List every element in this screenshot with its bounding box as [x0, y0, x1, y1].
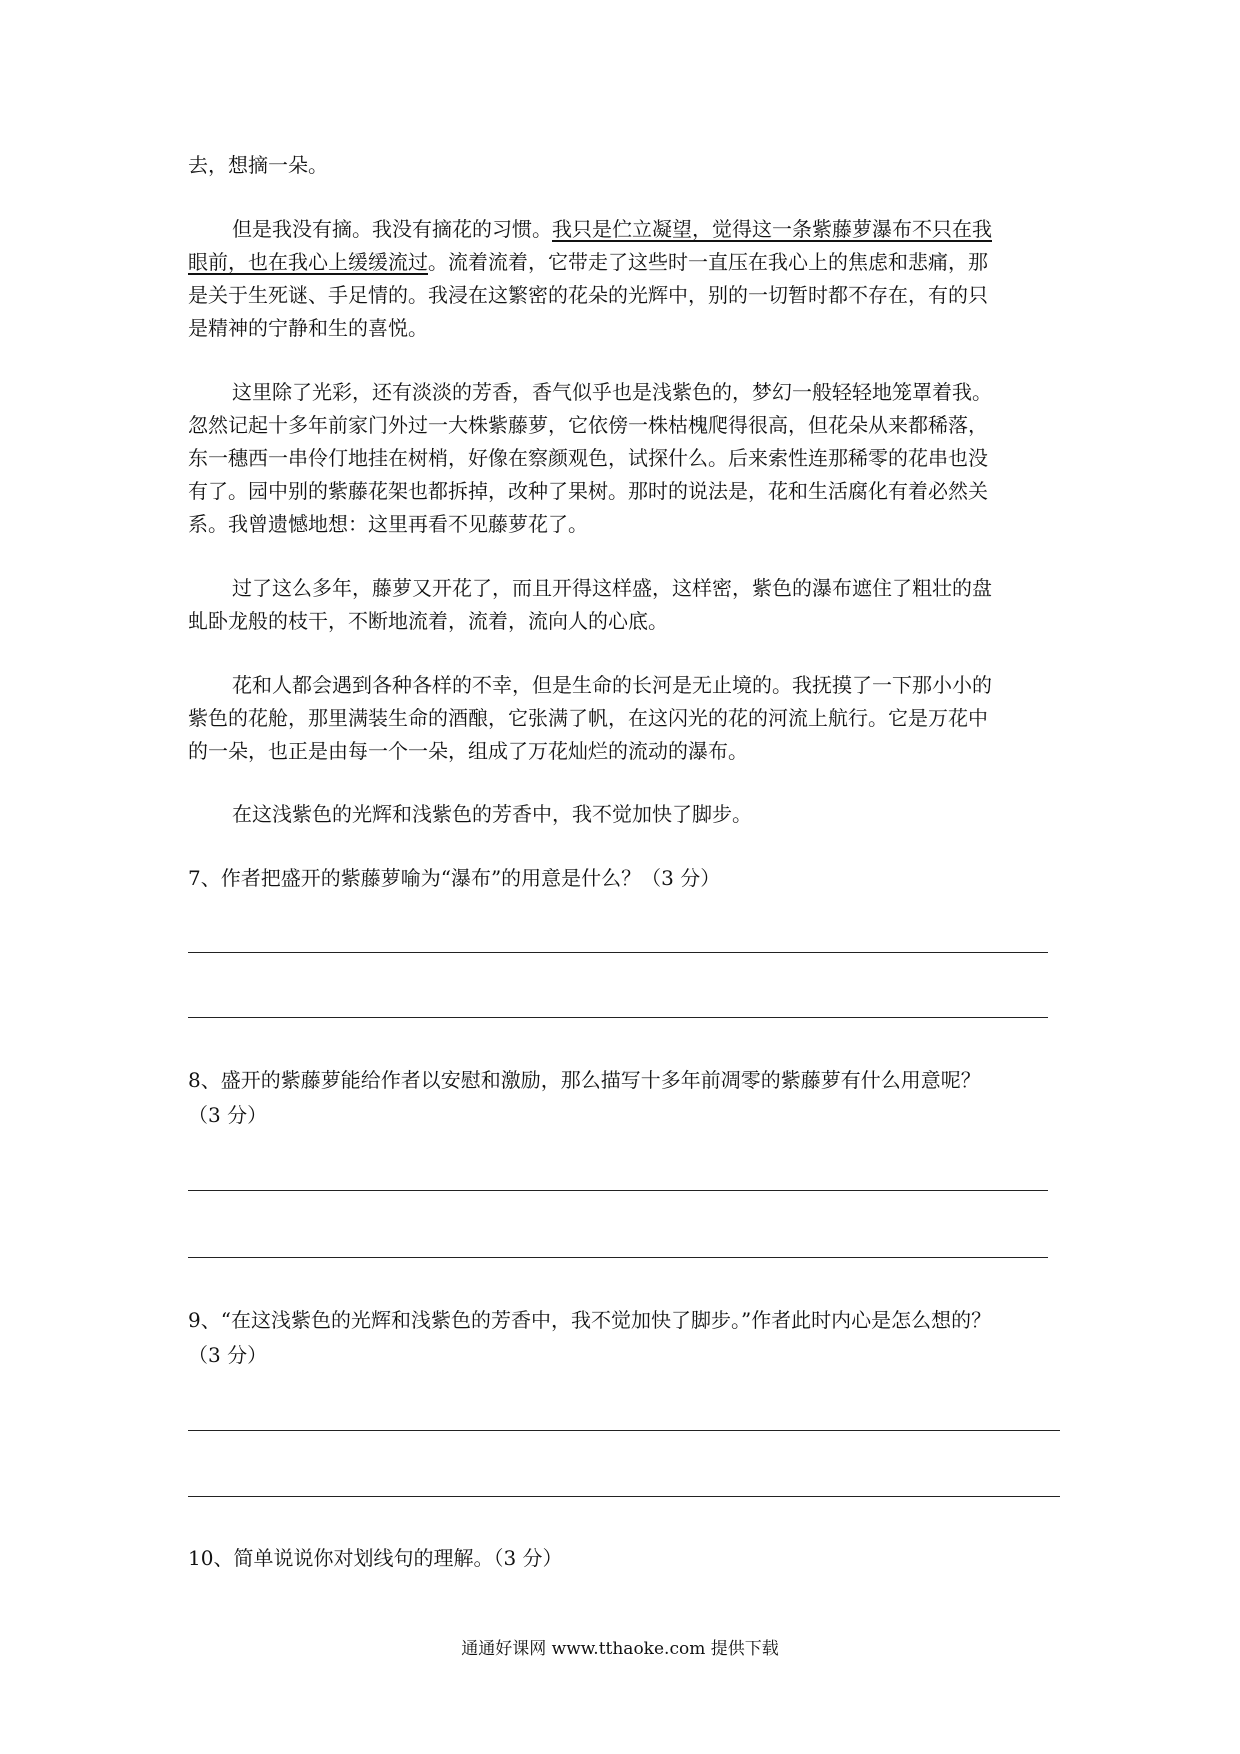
question-9-score: （3 分）	[188, 1343, 268, 1367]
passage-text: 但是我没有摘。我没有摘花的习惯。	[232, 217, 552, 241]
passage-line: 有了。园中别的紫藤花架也都拆掉，改种了果树。那时的说法是，花和生活腐化有着必然关	[188, 479, 988, 503]
passage-line: 紫色的花舱，那里满装生命的酒酿，它张满了帆，在这闪光的花的河流上航行。它是万花中	[188, 706, 988, 730]
question-8: 8、盛开的紫藤萝能给作者以安慰和激励，那么描写十多年前凋零的紫藤萝有什么用意呢？	[188, 1068, 981, 1092]
passage-line: 在这浅紫色的光辉和浅紫色的芳香中，我不觉加快了脚步。	[232, 802, 752, 826]
question-10: 10、简单说说你对划线句的理解。（3 分）	[188, 1546, 563, 1570]
passage-line: 忽然记起十多年前家门外过一大株紫藤萝，它依傍一株枯槐爬得很高，但花朵从来都稀落，	[188, 413, 988, 437]
footer-credit: 通通好课网 www.tthaoke.com 提供下载	[461, 1639, 779, 1659]
answer-line[interactable]	[188, 1017, 1048, 1018]
answer-line[interactable]	[188, 1257, 1048, 1258]
underlined-sentence: 眼前，也在我心上缓缓流过	[188, 250, 428, 274]
passage-text: 。流着流着，它带走了这些时一直压在我心上的焦虑和悲痛，那	[428, 250, 988, 274]
answer-line[interactable]	[188, 1496, 1060, 1497]
question-7: 7、作者把盛开的紫藤萝喻为“瀑布”的用意是什么？（3 分）	[188, 866, 721, 890]
passage-line: 这里除了光彩，还有淡淡的芳香，香气似乎也是浅紫色的，梦幻一般轻轻地笼罩着我。	[232, 380, 992, 404]
passage-line: 是精神的宁静和生的喜悦。	[188, 316, 428, 340]
passage-line: 的一朵，也正是由每一个一朵，组成了万花灿烂的流动的瀑布。	[188, 739, 748, 763]
passage-line: 系。我曾遗憾地想：这里再看不见藤萝花了。	[188, 512, 588, 536]
passage-line: 是关于生死谜、手足情的。我浸在这繁密的花朵的光辉中，别的一切暂时都不存在，有的只	[188, 283, 988, 307]
answer-line[interactable]	[188, 1430, 1060, 1431]
passage-line: 东一穗西一串伶仃地挂在树梢，好像在察颜观色，试探什么。后来索性连那稀零的花串也没	[188, 446, 988, 470]
passage-line: 花和人都会遇到各种各样的不幸，但是生命的长河是无止境的。我抚摸了一下那小小的	[232, 673, 992, 697]
answer-line[interactable]	[188, 1190, 1048, 1191]
passage-line	[232, 215, 992, 243]
passage-line: 虬卧龙般的枝干，不断地流着，流着，流向人的心底。	[188, 609, 668, 633]
passage-line: 去，想摘一朵。	[188, 153, 328, 177]
passage-line	[188, 248, 988, 276]
passage-line: 过了这么多年，藤萝又开花了，而且开得这样盛，这样密，紫色的瀑布遮住了粗壮的盘	[232, 576, 992, 600]
answer-line[interactable]	[188, 952, 1048, 953]
question-8-score: （3 分）	[188, 1103, 268, 1127]
underlined-sentence: 我只是伫立凝望，觉得这一条紫藤萝瀑布不只在我	[552, 217, 992, 241]
question-9: 9、“在这浅紫色的光辉和浅紫色的芳香中，我不觉加快了脚步。”作者此时内心是怎么想的？	[188, 1308, 992, 1332]
